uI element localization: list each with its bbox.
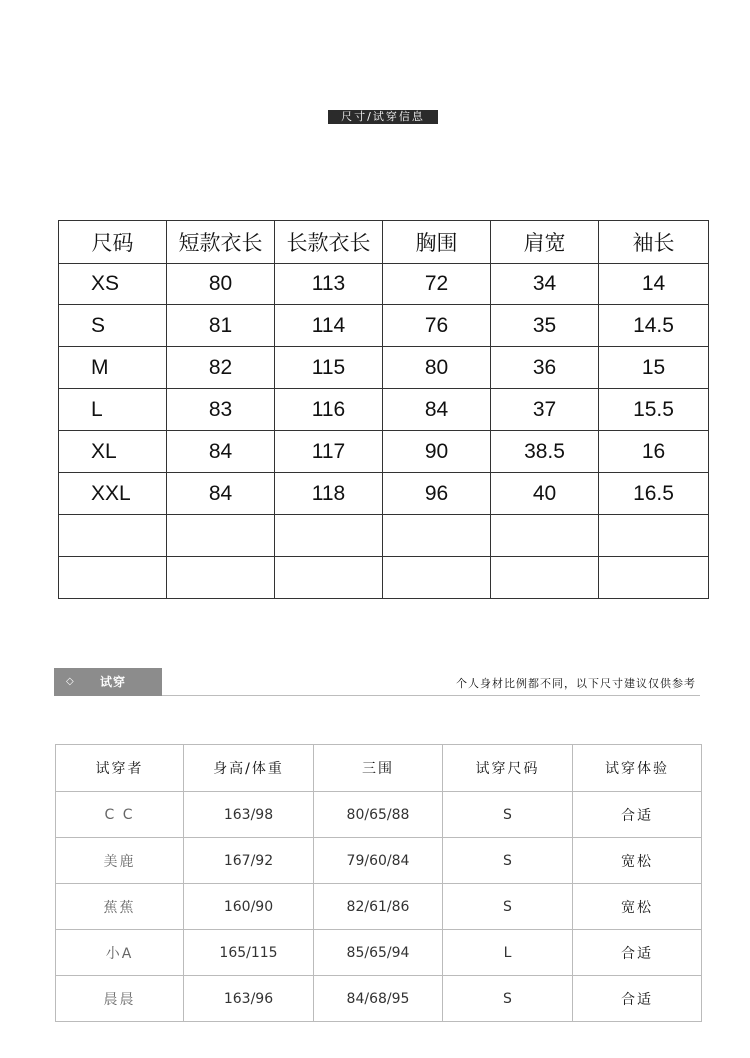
tester-name: C C	[56, 792, 184, 838]
empty-cell	[383, 515, 491, 557]
height-weight: 165/115	[184, 930, 314, 976]
try-on-section-title: 试穿	[100, 675, 127, 689]
size-cell: L	[59, 389, 167, 431]
size-cell: M	[59, 347, 167, 389]
header-cell: 袖长	[599, 221, 709, 264]
empty-cell	[491, 515, 599, 557]
table-cell: 34	[491, 264, 599, 305]
table-cell: 81	[167, 305, 275, 347]
table-cell: 76	[383, 305, 491, 347]
table-cell: 37	[491, 389, 599, 431]
measurements: 82/61/86	[314, 884, 443, 930]
height-weight: 163/96	[184, 976, 314, 1022]
size-info-heading: 尺寸/试穿信息	[328, 110, 438, 124]
tester-name: 蕉蕉	[56, 884, 184, 930]
table-row	[56, 838, 702, 884]
table-cell: 16.5	[599, 473, 709, 515]
table-cell: 38.5	[491, 431, 599, 473]
table-cell: 16	[599, 431, 709, 473]
table-cell: 80	[167, 264, 275, 305]
tester-name: 美鹿	[56, 838, 184, 884]
table-cell: 90	[383, 431, 491, 473]
size-cell: S	[59, 305, 167, 347]
table-cell: 84	[167, 431, 275, 473]
tried-size: S	[443, 838, 573, 884]
tried-size: L	[443, 930, 573, 976]
header-cell: 长款衣长	[275, 221, 383, 264]
table-row	[56, 792, 702, 838]
try-on-table	[55, 744, 702, 1022]
header-cell: 三围	[314, 745, 443, 792]
empty-cell	[59, 557, 167, 599]
table-cell: 116	[275, 389, 383, 431]
table-cell: 35	[491, 305, 599, 347]
fit-experience: 合适	[573, 976, 702, 1022]
size-chart-header-row	[59, 221, 709, 264]
table-row	[56, 930, 702, 976]
empty-cell	[599, 557, 709, 599]
tried-size: S	[443, 976, 573, 1022]
table-cell: 36	[491, 347, 599, 389]
header-cell: 肩宽	[491, 221, 599, 264]
table-cell: 84	[167, 473, 275, 515]
fit-experience: 合适	[573, 930, 702, 976]
fit-experience: 宽松	[573, 884, 702, 930]
header-cell: 身高/体重	[184, 745, 314, 792]
empty-cell	[383, 557, 491, 599]
empty-cell	[167, 515, 275, 557]
size-chart-table	[58, 220, 709, 599]
size-disclaimer-note: 个人身材比例都不同，以下尺寸建议仅供参考	[456, 677, 696, 690]
table-cell: 96	[383, 473, 491, 515]
table-row	[59, 347, 709, 389]
table-row	[59, 473, 709, 515]
table-row	[59, 264, 709, 305]
empty-row	[59, 557, 709, 599]
size-cell: XL	[59, 431, 167, 473]
empty-cell	[275, 557, 383, 599]
tester-name: 小A	[56, 930, 184, 976]
empty-cell	[167, 557, 275, 599]
table-cell: 15	[599, 347, 709, 389]
height-weight: 167/92	[184, 838, 314, 884]
fit-experience: 合适	[573, 792, 702, 838]
empty-cell	[275, 515, 383, 557]
try-on-section-tab	[54, 668, 162, 696]
header-cell: 胸围	[383, 221, 491, 264]
diamond-icon: ◇	[66, 676, 74, 687]
table-cell: 80	[383, 347, 491, 389]
header-cell: 试穿者	[56, 745, 184, 792]
table-cell: 114	[275, 305, 383, 347]
header-cell: 短款衣长	[167, 221, 275, 264]
table-row	[59, 305, 709, 347]
fit-experience: 宽松	[573, 838, 702, 884]
table-cell: 115	[275, 347, 383, 389]
table-cell: 14	[599, 264, 709, 305]
table-cell: 83	[167, 389, 275, 431]
table-cell: 84	[383, 389, 491, 431]
measurements: 84/68/95	[314, 976, 443, 1022]
table-cell: 82	[167, 347, 275, 389]
empty-cell	[59, 515, 167, 557]
height-weight: 160/90	[184, 884, 314, 930]
header-cell: 试穿尺码	[443, 745, 573, 792]
empty-cell	[599, 515, 709, 557]
empty-cell	[491, 557, 599, 599]
table-cell: 14.5	[599, 305, 709, 347]
tried-size: S	[443, 884, 573, 930]
tester-name: 晨晨	[56, 976, 184, 1022]
header-cell: 试穿体验	[573, 745, 702, 792]
tried-size: S	[443, 792, 573, 838]
table-cell: 72	[383, 264, 491, 305]
table-cell: 117	[275, 431, 383, 473]
height-weight: 163/98	[184, 792, 314, 838]
table-row	[56, 976, 702, 1022]
table-row	[56, 884, 702, 930]
empty-row	[59, 515, 709, 557]
table-row	[59, 431, 709, 473]
table-row	[59, 389, 709, 431]
table-cell: 40	[491, 473, 599, 515]
try-on-header-row	[56, 745, 702, 792]
measurements: 80/65/88	[314, 792, 443, 838]
measurements: 79/60/84	[314, 838, 443, 884]
measurements: 85/65/94	[314, 930, 443, 976]
table-cell: 15.5	[599, 389, 709, 431]
size-cell: XS	[59, 264, 167, 305]
header-cell: 尺码	[59, 221, 167, 264]
table-cell: 113	[275, 264, 383, 305]
table-cell: 118	[275, 473, 383, 515]
size-cell: XXL	[59, 473, 167, 515]
section-divider	[162, 695, 700, 696]
